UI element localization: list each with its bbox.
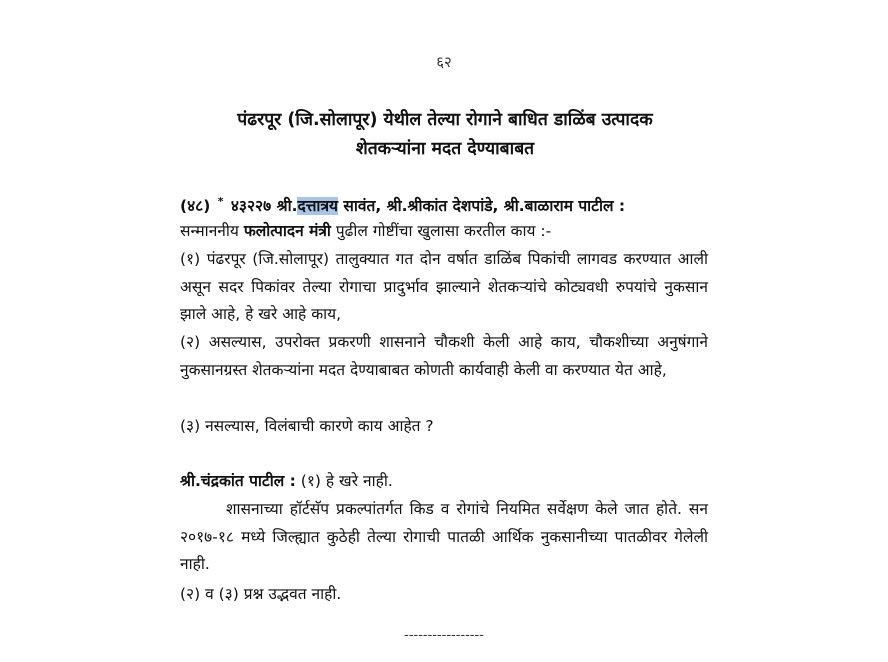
title-line-1: पंढरपूर (जि.सोलापूर) येथील तेल्या रोगाने बाधित डाळिंब उत्पादक [237,110,653,130]
question-part-1: (१) पंढरपूर (जि.सोलापूर) तालुक्यात गत दोन वर्षात डाळिंब पिकांची लागवड करण्यात आली असून सदर पिकांवर तेल्या रोगाचा प्रादुर्भाव झाल्याने शेतकऱ्यांचे कोट्यवधी रुपयांचे नुकसान झाले आहे, हे खरे आहे काय, [180,250,708,323]
end-separator: ----------------- [404,628,484,643]
answer-header [180,468,708,496]
starred-question-marker: * [217,195,224,208]
question-header [180,188,708,221]
question-number: ४३२२७ [230,197,272,215]
minister-title: फलोत्पादन मंत्री [243,222,331,240]
answer-detail: शासनाच्या हॉर्टसॅप प्रकल्पांतर्गत किड व रोगांचे नियमित सर्वेक्षण केले जात होते. सन २०१७-१८ मध्ये जिल्ह्यात कुठेही तेल्या रोगाची पातळी आर्थिक नुकसानीच्या पातळीवर गेलेली नाही. [180,500,708,573]
title-line-2: शेतकऱ्यांना मदत देण्याबाबत [355,139,535,159]
answer-part-2-3: (२) व (३) प्रश्न उद्भवत नाही. [180,585,342,603]
members-rest: सावंत, श्री.श्रीकांत देशपांडे, श्री.बाळाराम पाटील : [338,197,626,215]
page-number: ६२ [436,53,452,71]
intro-post: पुढील गोष्टींचा खुलासा करतील काय :- [330,222,552,240]
document-title [150,106,740,164]
question-part-3: (३) नसल्यास, विलंबाची कारणे काय आहेत ? [180,417,434,435]
question-intro [180,218,708,246]
highlighted-member-name: दत्तात्रय [297,197,338,215]
question-serial: (४८) [180,197,211,215]
members-prefix: श्री. [276,197,298,215]
answer-speaker: श्री.चंद्रकांत पाटील : [180,472,296,490]
question-part-2: (२) असल्यास, उपरोक्त प्रकरणी शासनाने चौकशी केली आहे काय, चौकशीच्या अनुषंगाने नुकसानग्रस्त शेतकऱ्यांना मदत देण्याबाबत कोणती कार्यवाही केली वा करण्यात येत आहे, [180,333,708,379]
answer-part-1: (१) हे खरे नाही. [300,472,393,490]
intro-pre: सन्माननीय [180,222,244,240]
